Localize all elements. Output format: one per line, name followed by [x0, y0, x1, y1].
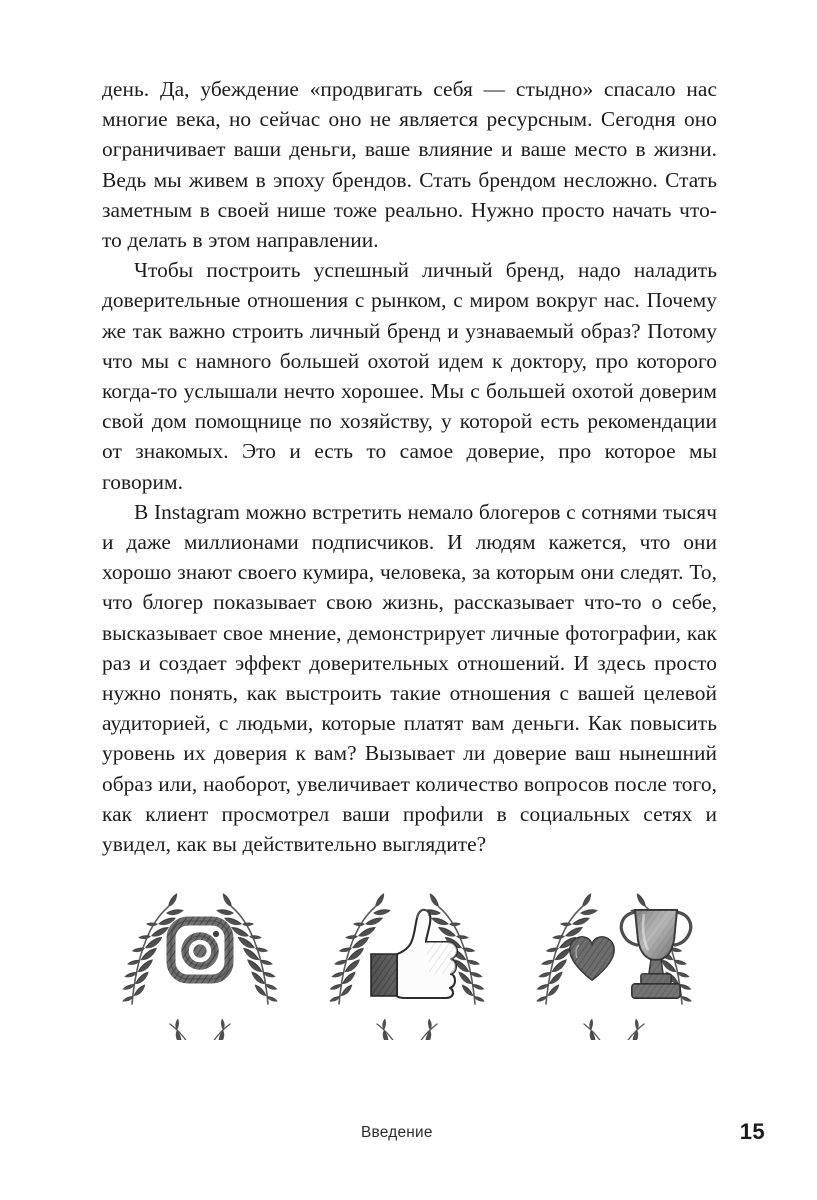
body-text-block	[102, 74, 717, 859]
paragraph: В Instagram можно встретить немало блогеров с сотнями тысяч и даже миллионами подписчиков. И людям кажется, что они хорошо знают своего кумира, человека, за которым они следят. То, что блогер показывает свою жизнь, рассказывает что-то о себе, высказывает свое мнение, демонстрирует личные фотографии, как раз и создает эффект доверительных отношений. И здесь просто нужно понять, как выстроить такие отношения с вашей целевой аудиторией, с людьми, которые платят вам деньги. Как повысить уровень их доверия к вам? Вызывает ли доверие ваш нынешний образ или, наоборот, увеличивает количество вопросов после того, как клиент просмотрел ваши профили в социальных сетях и увидел, как вы действительно выглядите?	[102, 499, 717, 857]
page-footer	[102, 1119, 765, 1150]
trophy-icon	[621, 910, 690, 998]
heart-icon	[570, 937, 614, 980]
emblem-instagram	[122, 892, 279, 1040]
footer-section-title: Введение	[361, 1124, 433, 1141]
instagram-camera-icon	[171, 921, 229, 979]
page-number: 15	[739, 1119, 765, 1144]
laurel-wreath-illustration	[104, 868, 718, 1040]
emblem-award	[536, 892, 693, 1040]
emblem-like	[329, 892, 486, 1040]
paragraph: Чтобы построить успешный личный бренд, надо наладить доверительные отношения с рынком, с миром вокруг нас. Почему же так важно строить личный бренд и узнаваемый образ? Потому что мы с намного большей охотой идем к доктору, про которого когда-то услышали нечто хорошее. Мы с большей охотой доверим свой дом помощнице по хозяйству, у которой есть рекомендации от знакомых. Это и есть то самое доверие, про которое мы говорим.	[102, 258, 717, 494]
paragraph: день. Да, убеждение «продвигать себя — стыдно» спасало нас многие века, но сейчас оно не является ресурсным. Сегодня оно ограничивает ваши деньги, ваше влияние и ваше место в жизни. Ведь мы живем в эпоху брендов. Стать брендом несложно. Стать заметным в своей нише тоже реально. Нужно просто начать что-то делать в этом направлении.	[102, 77, 717, 253]
